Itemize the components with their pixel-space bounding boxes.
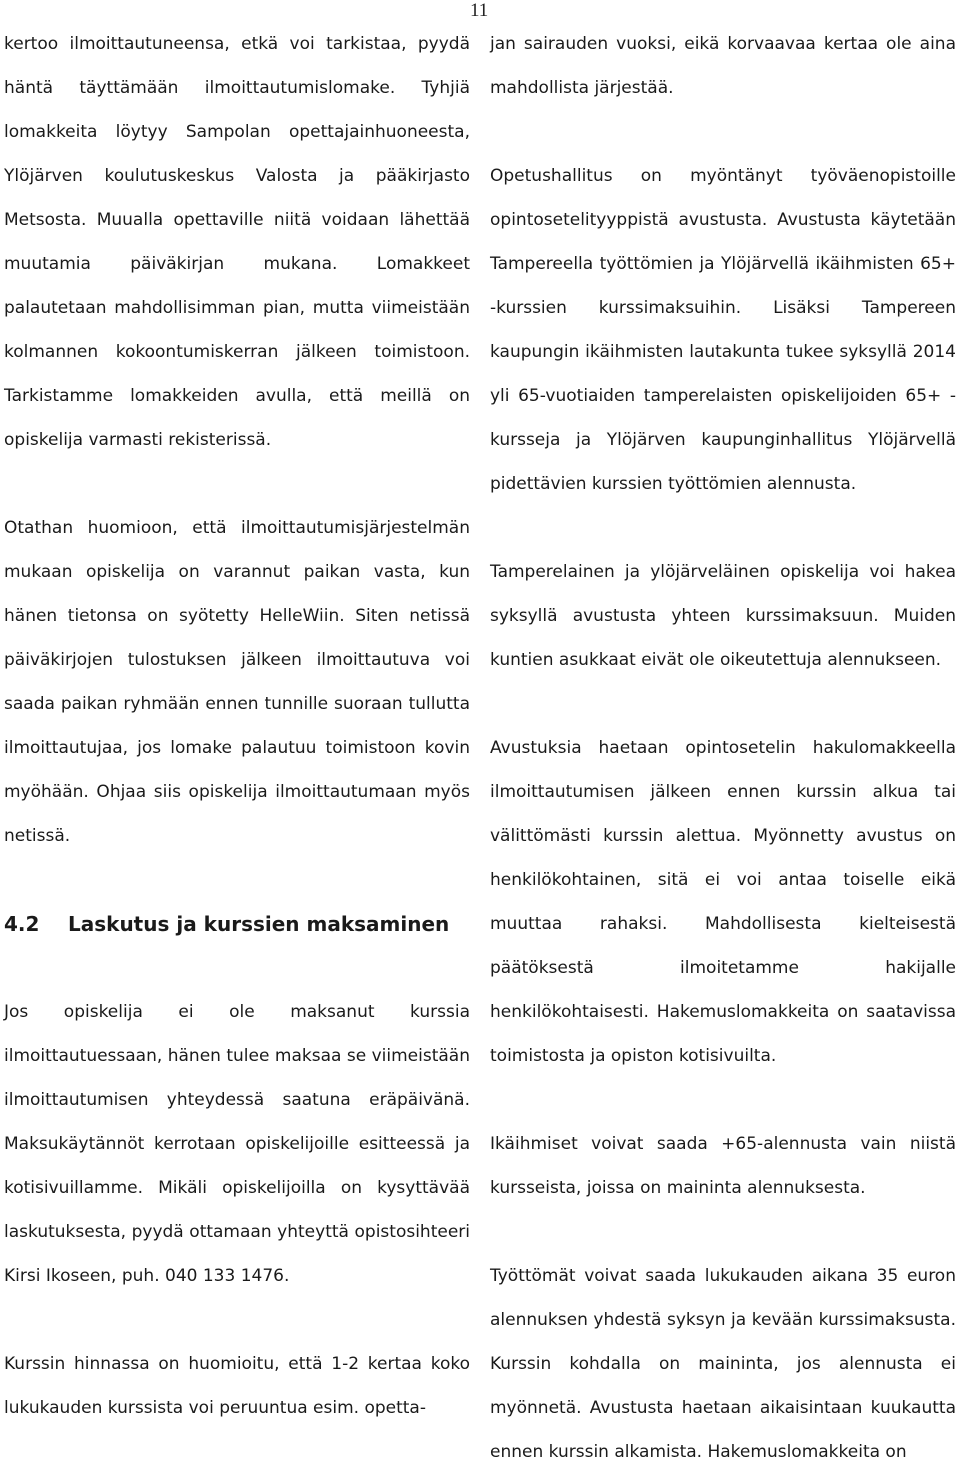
paragraph-gap — [4, 462, 470, 506]
paragraph-billing: Jos opiskelija ei ole maksanut kurssia ilmoittautuessaan, hänen tulee maksaa se viimeistään ilmoittautumisen yhteydessä saatuna eräpäivänä. Maksukäytännöt kerrotaan opiskelijoille esitteessä ja kotisivuillamme. Mikäli opiskelijoilla on kysyttävää laskutuksesta, pyydä ottamaan yhteyttä opistosihteeri Kirsi Ikoseen, puh. 040 133 1476. — [4, 1002, 470, 1286]
paragraph-gap — [4, 946, 470, 990]
section-title: Laskutus ja kurssien maksaminen — [68, 912, 450, 936]
left-column — [4, 22, 470, 1430]
paragraph-gap — [490, 1210, 956, 1254]
paragraph-unemployed-discount: Työttömät voivat saada lukukauden aikana 35 euron alennuksen yhdestä syksyn ja kevään kurssimaksusta. Kurssin kohdalla on maininta, jos alennusta ei myönnetä. Avustusta haetaan aikaisintaan kuukautta ennen kurssin alkamista. Hakemuslomakkeita on — [490, 1266, 956, 1462]
paragraph-registration-system: Otathan huomioon, että ilmoittautumisjärjestelmän mukaan opiskelija on varannut paikan vasta, kun hänen tietonsa on syötetty HelleWiin. Siten netissä päiväkirjojen tulostuksen jälkeen ilmoittautuva voi saada paikan ryhmään ennen tunnille suoraan tullutta ilmoittautujaa, jos lomake palautuu toimistoon kovin myöhään. Ohjaa siis opiskelija ilmoittautumaan myös netissä. — [4, 518, 470, 846]
paragraph-teacher-illness: jan sairauden vuoksi, eikä korvaavaa kertaa ole aina mahdollista järjestää. — [490, 34, 956, 98]
section-number: 4.2 — [4, 912, 40, 936]
paragraph-registration-form: kertoo ilmoittautuneensa, etkä voi tarkistaa, pyydä häntä täyttämään ilmoittautumislomake. Tyhjiä lomakkeita löytyy Sampolan opettajainhuoneesta, Ylöjärven koulutuskeskus Valosta ja pääkirjasto Metsosta. Muualla opettaville niitä voidaan lähettää muutamia päiväkirjan mukana. Lomakkeet palautetaan mahdollisimman pian, mutta viimeistään kolmannen kokoontumiskerran jälkeen toimistoon. Tarkistamme lomakkeiden avulla, että meillä on opiskelija varmasti rekisterissä. — [4, 34, 470, 450]
paragraph-eligibility: Tamperelainen ja ylöjärveläinen opiskelija voi hakea syksyllä avustusta yhteen kurssimaksuun. Muiden kuntien asukkaat eivät ole oikeutettuja alennukseen. — [490, 562, 956, 670]
section-heading — [4, 902, 470, 946]
paragraph-gap — [490, 1078, 956, 1122]
paragraph-course-price: Kurssin hinnassa on huomioitu, että 1-2 kertaa koko lukukauden kurssista voi peruuntua esim. opetta- — [4, 1354, 470, 1418]
paragraph-gap — [4, 858, 470, 902]
paragraph-gap — [490, 110, 956, 154]
right-column — [490, 22, 956, 1474]
paragraph-grant: Opetushallitus on myöntänyt työväenopistoille opintosetelityyppistä avustusta. Avustusta käytetään Tampereella työttömien ja Ylöjärvellä ikäihmisten 65+ -kurssien kurssimaksuihin. Lisäksi Tampereen kaupungin ikäihmisten lautakunta tukee syksyllä 2014 yli 65-vuotiaiden tamperelaisten opiskelijoiden 65+ -kursseja ja Ylöjärven kaupunginhallitus Ylöjärvellä pidettävien kurssien työttömien alennusta. — [490, 166, 956, 494]
paragraph-gap — [490, 506, 956, 550]
paragraph-gap — [4, 1298, 470, 1342]
paragraph-gap — [490, 682, 956, 726]
paragraph-application: Avustuksia haetaan opintosetelin hakulomakkeella ilmoittautumisen jälkeen ennen kurssin alkua tai välittömästi kurssin alettua. Myönnetty avustus on henkilökohtainen, sitä ei voi antaa toiselle eikä muuttaa rahaksi. Mahdollisesta kielteisestä päätöksestä ilmoitetamme hakijalle henkilökohtaisesti. Hakemuslomakkeita on saatavissa toimistosta ja opiston kotisivuilta. — [490, 738, 956, 1066]
paragraph-seniors-discount: Ikäihmiset voivat saada +65-alennusta vain niistä kursseista, joissa on maininta alennuksesta. — [490, 1134, 956, 1198]
page-number: 11 — [470, 0, 489, 21]
